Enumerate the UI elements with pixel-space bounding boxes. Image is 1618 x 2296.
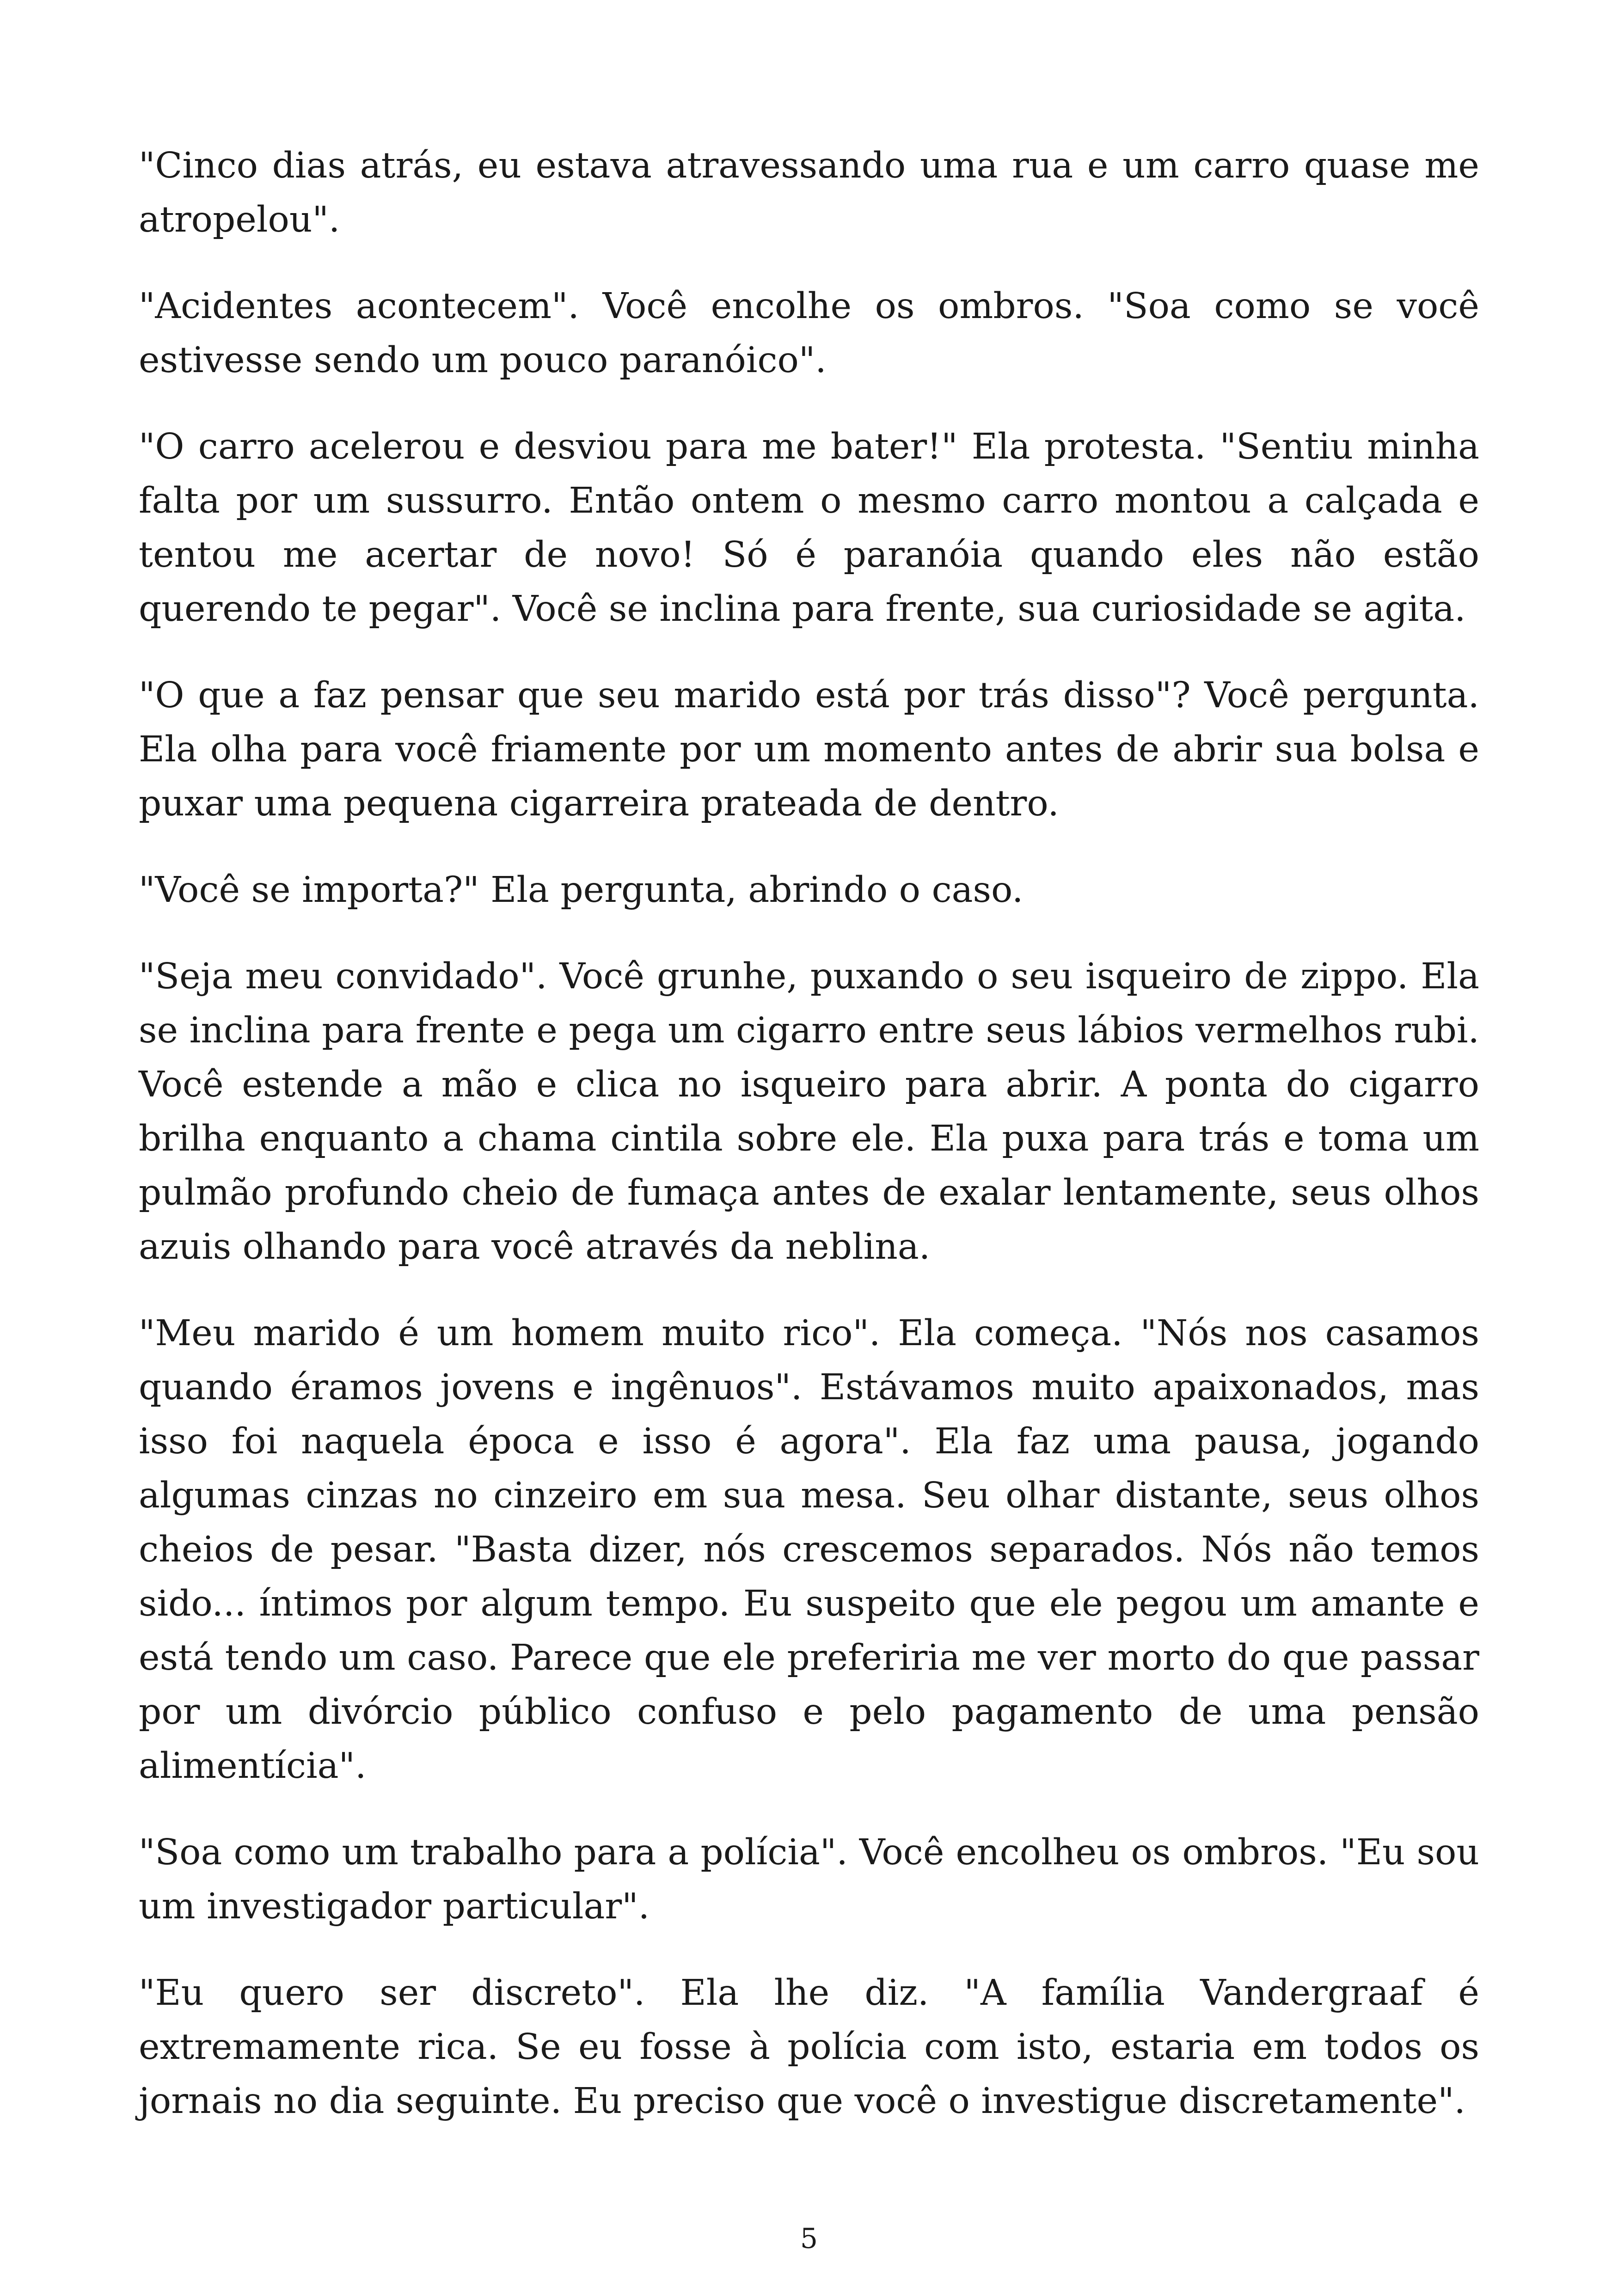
paragraph: "Soa como um trabalho para a polícia". Você encolheu os ombros. "Eu sou um investigador particular". <box>139 1832 1479 1927</box>
paragraph: "Meu marido é um homem muito rico". Ela começa. "Nós nos casamos quando éramos jovens e ingênuos". Estávamos muito apaixonados, mas isso foi naquela época e isso é agora". Ela faz uma pausa, jogando algumas cinzas no cinzeiro em sua mesa. Seu olhar distante, seus olhos cheios de pesar. "Basta dizer, nós crescemos separados. Nós não temos sido... íntimos por algum tempo. Eu suspeito que ele pegou um amante e está tendo um caso. Parece que ele preferiria me ver morto do que passar por um divórcio público confuso e pelo pagamento de uma pensão alimentícia". <box>139 1313 1479 1787</box>
paragraph: "O carro acelerou e desviou para me bater!" Ela protesta. "Sentiu minha falta por um sussurro. Então ontem o mesmo carro montou a calçada e tentou me acertar de novo! Só é paranóia quando eles não estão querendo te pegar". Você se inclina para frente, sua curiosidade se agita. <box>139 426 1479 630</box>
paragraph: "Cinco dias atrás, eu estava atravessando uma rua e um carro quase me atropelou". <box>139 145 1479 240</box>
paragraph: "Você se importa?" Ela pergunta, abrindo o caso. <box>139 869 1024 911</box>
paragraph: "Acidentes acontecem". Você encolhe os ombros. "Soa como se você estivesse sendo um pouco paranóico". <box>139 286 1479 381</box>
body-text <box>139 139 1479 2161</box>
page-number: 5 <box>800 2223 818 2255</box>
paragraph: "Seja meu convidado". Você grunhe, puxando o seu isqueiro de zippo. Ela se inclina para frente e pega um cigarro entre seus lábios vermelhos rubi. Você estende a mão e clica no isqueiro para abrir. A ponta do cigarro brilha enquanto a chama cintila sobre ele. Ela puxa para trás e toma um pulmão profundo cheio de fumaça antes de exalar lentamente, seus olhos azuis olhando para você através da neblina. <box>139 956 1479 1267</box>
paragraph: "Eu quero ser discreto". Ela lhe diz. "A família Vandergraaf é extremamente rica. Se eu fosse à polícia com isto, estaria em todos os jornais no dia seguinte. Eu preciso que você o investigue discretamente". <box>139 1972 1479 2122</box>
paragraph: "O que a faz pensar que seu marido está por trás disso"? Você pergunta. Ela olha para você friamente por um momento antes de abrir sua bolsa e puxar uma pequena cigarreira prateada de dentro. <box>139 675 1479 824</box>
